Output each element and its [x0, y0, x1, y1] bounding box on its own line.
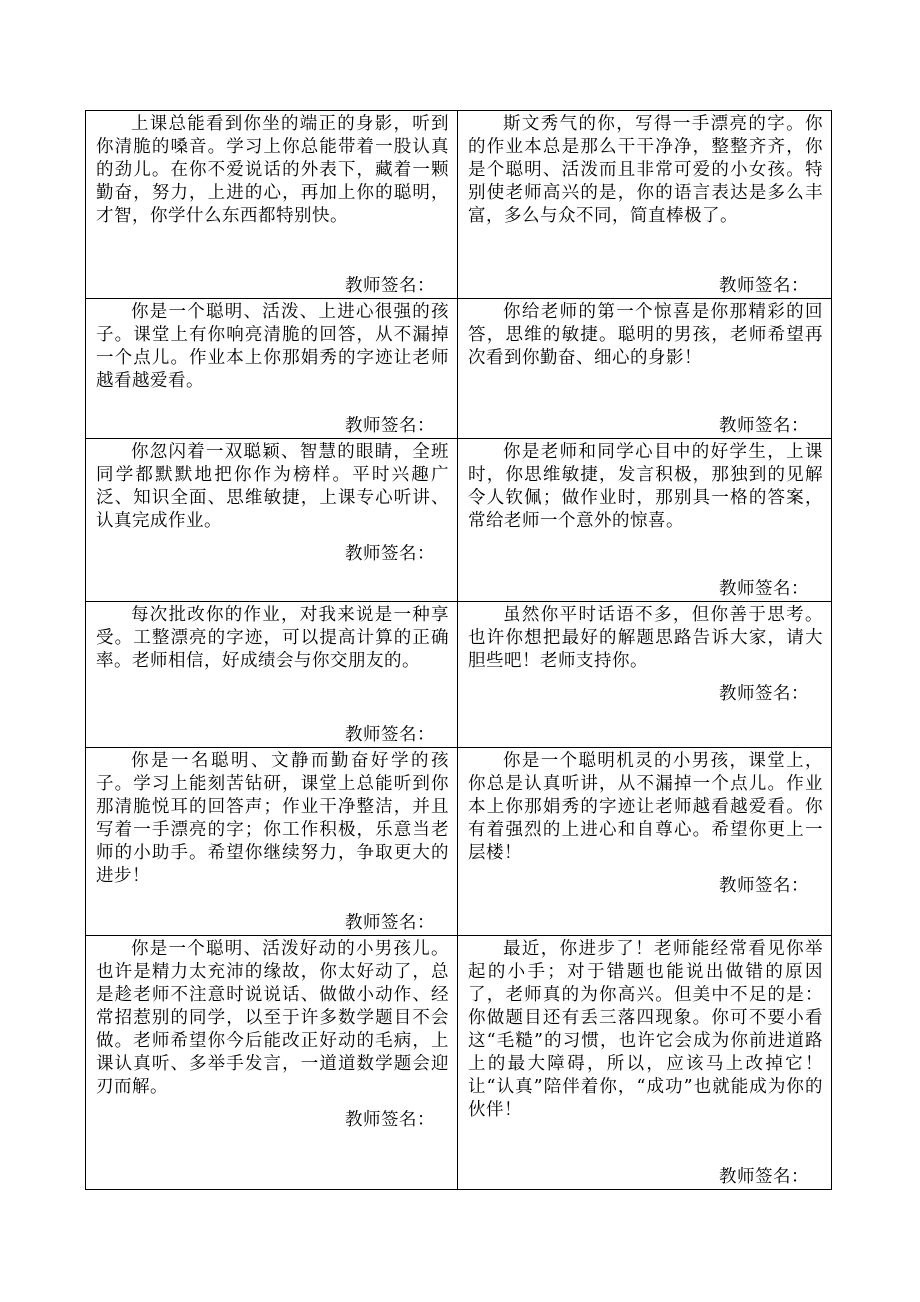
comment-cell-left — [86, 299, 458, 439]
comment-text: 虽然你平时话语不多，但你善于思考。也许你想把最好的解题思路告诉大家，请大胆些吧！老师支持你。 — [468, 605, 823, 671]
comment-cell-left — [86, 439, 458, 602]
comment-cell-right — [458, 602, 832, 748]
teacher-signature-label: 教师签名： — [345, 913, 435, 933]
teacher-signature-label: 教师签名： — [719, 876, 809, 896]
teacher-signature-label: 教师签名： — [345, 276, 435, 296]
teacher-signature-label: 教师签名： — [345, 544, 435, 564]
table-row — [86, 439, 832, 602]
teacher-signature-label: 教师签名： — [719, 1167, 809, 1187]
comment-cell-left — [86, 111, 458, 299]
comment-text: 你是一个聪明、活泼、上进心很强的孩子。课堂上有你响亮清脆的回答，从不漏掉一个点儿。作业本上你那娟秀的字迹让老师越看越爱看。 — [96, 302, 449, 391]
table-row — [86, 299, 832, 439]
comment-text: 每次批改你的作业，对我来说是一种享受。工整漂亮的字迹，可以提高计算的正确率。老师相信，好成绩会与你交朋友的。 — [96, 605, 449, 671]
comment-cell-left — [86, 602, 458, 748]
table-row — [86, 748, 832, 936]
comment-text: 你忽闪着一双聪颖、智慧的眼睛，全班同学都默默地把你作为榜样。平时兴趣广泛、知识全面、思维敏捷，上课专心听讲、认真完成作业。 — [96, 442, 449, 531]
comment-cell-right — [458, 748, 832, 936]
comment-text: 你是一名聪明、文静而勤奋好学的孩子。学习上能刻苦钻研，课堂上总能听到你那清脆悦耳的回答声；作业干净整洁，并且写着一手漂亮的字；你工作积极，乐意当老师的小助手。希望你继续努力，争取更大的进步！ — [96, 751, 449, 886]
teacher-signature-label: 教师签名： — [719, 416, 809, 436]
table-row — [86, 111, 832, 299]
comment-text: 上课总能看到你坐的端正的身影，听到你清脆的嗓音。学习上你总能带着一股认真的劲儿。在你不爱说话的外表下，藏着一颗勤奋，努力，上进的心，再加上你的聪明，才智，你学什么东西都特别快。 — [96, 114, 449, 226]
teacher-signature-label: 教师签名： — [345, 416, 435, 436]
comment-cell-right — [458, 299, 832, 439]
comment-text: 最近，你进步了！老师能经常看见你举起的小手；对于错题也能说出做错的原因了，老师真的为你高兴。但美中不足的是：你做题目还有丢三落四现象。你可不要小看这“毛糙”的习惯，也许它会成为你前进道路上的最大障碍，所以，应该马上改掉它！让“认真”陪伴着你，“成功”也就能成为你的伙伴！ — [468, 939, 823, 1120]
teacher-signature-label: 教师签名： — [719, 684, 809, 704]
comment-text: 斯文秀气的你，写得一手漂亮的字。你的作业本总是那么干干净净，整整齐齐，你是个聪明、活泼而且非常可爱的小女孩。特别使老师高兴的是，你的语言表达是多么丰富，多么与众不同，简直棒极了。 — [468, 114, 823, 226]
teacher-signature-label: 教师签名： — [345, 725, 435, 745]
teacher-signature-label: 教师签名： — [719, 276, 809, 296]
comment-text: 你是老师和同学心目中的好学生，上课时，你思维敏捷，发言积极，那独到的见解令人钦佩；做作业时，那别具一格的答案，常给老师一个意外的惊喜。 — [468, 442, 823, 531]
comment-text: 你是一个聪明机灵的小男孩，课堂上，你总是认真听讲，从不漏掉一个点儿。作业本上你那娟秀的字迹让老师越看越爱看。你有着强烈的上进心和自尊心。希望你更上一层楼！ — [468, 751, 823, 863]
comment-table — [85, 110, 832, 1190]
comment-cell-left — [86, 936, 458, 1190]
comment-cell-right — [458, 111, 832, 299]
comment-text: 你是一个聪明、活泼好动的小男孩儿。也许是精力太充沛的缘故，你太好动了，总是趁老师不注意时说说话、做做小动作、经常招惹别的同学，以至于许多数学题目不会做。老师希望你今后能改正好动的毛病，上课认真听、多举手发言，一道道数学题会迎刃而解。 — [96, 939, 449, 1097]
teacher-signature-label: 教师签名： — [345, 1110, 435, 1130]
table-row — [86, 936, 832, 1190]
comment-cell-right — [458, 936, 832, 1190]
table-row — [86, 602, 832, 748]
comment-cell-left — [86, 748, 458, 936]
comment-cell-right — [458, 439, 832, 602]
teacher-signature-label: 教师签名： — [719, 579, 809, 599]
comment-text: 你给老师的第一个惊喜是你那精彩的回答，思维的敏捷。聪明的男孩，老师希望再次看到你勤奋、细心的身影！ — [468, 302, 823, 368]
